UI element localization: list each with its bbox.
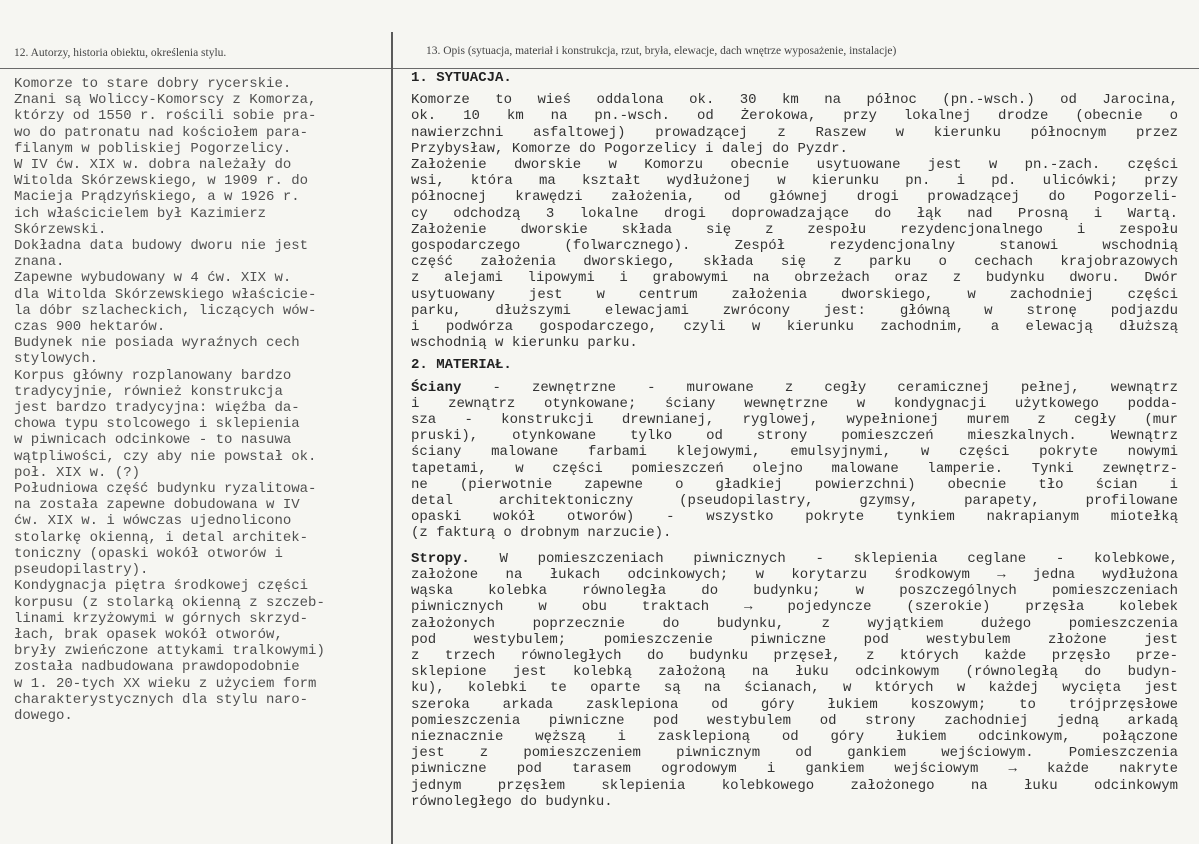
text-line: wo do patronatu nad kościołem para- xyxy=(14,124,309,141)
text-line: Południowa część budynku ryzalitowa- xyxy=(14,481,317,498)
text-line: usytuowany jest w centrum założenia dworskiego, w zachodniej części xyxy=(411,286,1178,303)
text-line: czas 900 hektarów. xyxy=(14,319,166,336)
text-line: równoległego do budynku. xyxy=(411,793,613,810)
text-line: pomieszczenia piwniczne pod westybulem od strony zachodniej jedną arkadą xyxy=(411,712,1178,729)
text-line: pruski), otynkowane tylko od strony pomieszczeń mieszkalnych. Wewnątrz xyxy=(411,428,1178,445)
text-line: korpusu (z stolarką okienną z szczeb- xyxy=(14,594,325,611)
text-line: wschodnią w kierunku parku. xyxy=(411,335,638,352)
text-line: założone na łukach odcinkowych; w korytarzu środkowym → jedna wydłużona xyxy=(411,566,1178,583)
walls-paragraph xyxy=(411,380,1191,542)
text-line: i zewnątrz otynkowane; ściany wewnętrzne w kondygnacji użytkowego podda- xyxy=(411,395,1178,412)
section-heading-material: 2. MATERIAŁ. xyxy=(411,357,512,374)
text-line: sklepione jest kolebką założoną na łuku odcinkowym (równoległą do budyn- xyxy=(411,664,1178,681)
text-line: ne (pierwotnie zapewne o gładkiej powierzchni) obecnie tło ścian i xyxy=(411,476,1178,493)
text-line: tapetami, w części pomieszczeń olejno malowane lamperie. Tynki zewnętrz- xyxy=(411,460,1178,477)
text-line: filanym w pobliskiej Pogorzelicy. xyxy=(14,140,292,157)
ceilings-first-line xyxy=(411,551,1178,567)
text-line: charakterystycznych dla stylu naro- xyxy=(14,691,309,708)
text-line: została nadbudowana prawdopodobnie xyxy=(14,659,300,676)
text-line: założonych poprzecznie do budynku, z wyjątkiem dużego pomieszczenia xyxy=(411,615,1178,632)
text-line: jest z pomieszczeniem piwnicznym od gankiem wejściowym. Pomieszczenia xyxy=(411,745,1178,762)
text-line: ściany malowane farbami klejowymi, emulsyjnymi, w części pokryte nowymi xyxy=(411,444,1178,461)
text-line: detal architektoniczny (pseudopilastry, gzymsy, parapety, profilowane xyxy=(411,493,1178,510)
text-line: piwnicznych w obu traktach → pojedyncze (szerokie) przęsła kolebek xyxy=(411,599,1178,616)
text-line: W IV ćw. XIX w. dobra należały do xyxy=(14,157,292,174)
text-line: Witolda Skórzewskiego, w 1909 r. do xyxy=(14,173,309,190)
text-line: wątpliwości, czy aby nie powstał ok. xyxy=(14,448,317,465)
description-text xyxy=(411,70,1191,810)
text-line: i podwórza gospodarczego, czyli w kierunku zachodnim, a elewacją dłuższą xyxy=(411,319,1178,336)
text-line: stolarkę okienną, i detal architek- xyxy=(14,529,309,546)
text-line: część założenia dworskiego, składa się z parku o cechach krajobrazowych xyxy=(411,254,1178,271)
text-line: pod westybulem; pomieszczenie piwniczne pod westybulem złożone jest xyxy=(411,631,1178,648)
header-divider xyxy=(0,68,1199,69)
text-line: Znani są Woliccy-Komorscy z Komorza, xyxy=(14,92,317,109)
text-line: nieznacznie węższą i zasklepioną od góry łukiem odcinkowym, połączone xyxy=(411,728,1178,745)
text-line: parku, dłuższymi elewacjami zwrócony jest: główną w stronę podjazdu xyxy=(411,302,1178,319)
text-line: na została zapewne dobudowana w IV xyxy=(14,497,300,514)
text-line: jednym przęsłem sklepienia kolebkowego założonego na łuku odcinkowym xyxy=(411,777,1178,794)
walls-first-text: - zewnętrzne - murowane z cegły ceramicznej pełnej, wewnątrz xyxy=(461,379,1178,396)
text-line: cy odchodzą 3 lokalne drogi doprowadzające do łąk nad Prosną i Wartą. xyxy=(411,205,1178,222)
text-line: dla Witolda Skórzewskiego właściciе- xyxy=(14,286,317,303)
ceilings-label: Stropy. xyxy=(411,550,470,567)
text-line: Komorze to stare dobry rycerskie. xyxy=(14,76,292,92)
text-line: jest bardzo tradycyjna: więźba da- xyxy=(14,400,300,417)
text-line: wsi, która ma kształt wydłużonej w kierunku pn. i pd. ulicówki; przy xyxy=(411,173,1178,190)
text-line: Macieja Prądzyńskiego, a w 1926 r. xyxy=(14,189,300,206)
text-line: szeroka arkada zasklepiona od góry łukiem koszowym; to trójprzęsłowe xyxy=(411,696,1178,713)
text-line: linami krzyżowymi w górnych skrzyd- xyxy=(14,610,309,627)
text-line: znana. xyxy=(14,254,65,271)
text-line: Kondygnacja piętra środkowej części xyxy=(14,578,309,595)
history-text xyxy=(14,76,386,724)
text-line: ćw. XIX w. i wówczas ujednolicono xyxy=(14,513,292,530)
text-line: z trzech równoległych do budynku przęseł, z których każde przęsło prze- xyxy=(411,647,1178,664)
text-line: z alejami lipowymi i grabowymi na obrzeżach oraz z budynku dworu. Dwór xyxy=(411,270,1178,287)
text-line: Skórzewski. xyxy=(14,221,107,238)
walls-label: Ściany xyxy=(411,379,462,396)
text-line: dowego. xyxy=(14,707,73,724)
situation-paragraph xyxy=(411,92,1191,351)
text-line: opaski wokół otworów) - wszystko pokryte tynkiem nakrapianym miotełką xyxy=(411,509,1178,526)
text-line: wąska kolebka równoległa do budynku; w poszczególnych pomieszczeniach xyxy=(411,583,1178,600)
text-line: pseudopilastry). xyxy=(14,562,149,579)
text-line: tradycyjnie, również konstrukcja xyxy=(14,383,283,400)
text-line: bryły zwieńczone attykami tralkowymi) xyxy=(14,643,325,660)
text-line: stylowych. xyxy=(14,351,99,368)
text-line: chowa typu stolcowego i sklepienia xyxy=(14,416,300,433)
text-line: ku), kolebki te oparte są na ścianach, w których w każdej wycięta jest xyxy=(411,680,1178,697)
text-line: ok. 10 km na pn.-wsch. od Żerokowa, przy lokalnej drodze (obecnie o xyxy=(411,108,1178,125)
walls-first-line xyxy=(411,380,1178,396)
text-line: piwniczne pod tarasem ogrodowym i gankiem wejściowym → każde nakryte xyxy=(411,761,1178,778)
right-column-header: 13. Opis (sytuacja, materiał i konstrukcja, rzut, bryła, elewacje, dach wnętrze wyposażenie, instalacje) xyxy=(426,45,897,57)
text-line: Budynek nie posiada wyraźnych cech xyxy=(14,335,300,352)
text-line: nawierzchni asfaltowej) prowadzącej z Raszew w kierunku północnym przez xyxy=(411,124,1178,141)
text-line: Przybysław, Komorze do Pogorzelicy i dalej do Pyzdr. xyxy=(411,140,848,157)
text-line: północnej krawędzi założenia, od głównej drogi prowadzącej do Pogorzeli- xyxy=(411,189,1178,206)
left-column-header: 12. Autorzy, historia obiektu, określenia stylu. xyxy=(14,47,227,59)
text-line: poł. XIX w. (?) xyxy=(14,464,141,481)
text-line: Założenie dworskie w Komorzu obecnie usytuowane jest w pn.-zach. części xyxy=(411,157,1178,174)
text-line: Założenie dworskie składa się z zespołu rezydencjonalnego i zespołu xyxy=(411,221,1178,238)
text-line: łach, brak opasek wokół otworów, xyxy=(14,626,283,643)
text-line: (z fakturą o drobnym narzucie). xyxy=(411,525,672,542)
text-line: la dóbr szlacheckich, liczących wów- xyxy=(14,302,317,319)
text-line: Korpus główny rozplanowany bardzo xyxy=(14,367,292,384)
text-line: ich właścicielem był Kazimierz xyxy=(14,205,267,222)
text-line: w piwnicach odcinkowe - to nasuwa xyxy=(14,432,292,449)
text-line: Dokładna data budowy dworu nie jest xyxy=(14,238,309,255)
column-divider xyxy=(391,32,393,844)
ceilings-paragraph xyxy=(411,551,1191,810)
section-heading-situation: 1. SYTUACJA. xyxy=(411,70,512,86)
text-line: Komorze to wieś oddalona ok. 30 km na północ (pn.-wsch.) od Jarocina, xyxy=(411,92,1178,109)
text-line: którzy od 1550 r. rościli sobie pra- xyxy=(14,108,317,125)
text-line: sza - konstrukcji drewnianej, ryglowej, wypełnionej murem z cegły (mur xyxy=(411,412,1178,429)
text-line: gospodarczego (folwarcznego). Zespół rezydencjonalny stanowi wschodnią xyxy=(411,238,1178,255)
text-line: Zapewne wybudowany w 4 ćw. XIX w. xyxy=(14,270,292,287)
ceilings-first-text: W pomieszczeniach piwnicznych - sklepienia ceglane - kolebkowe, xyxy=(469,550,1178,567)
text-line: w 1. 20-tych XX wieku z użyciem form xyxy=(14,675,317,692)
text-line: toniczny (opaski wokół otworów i xyxy=(14,545,283,562)
